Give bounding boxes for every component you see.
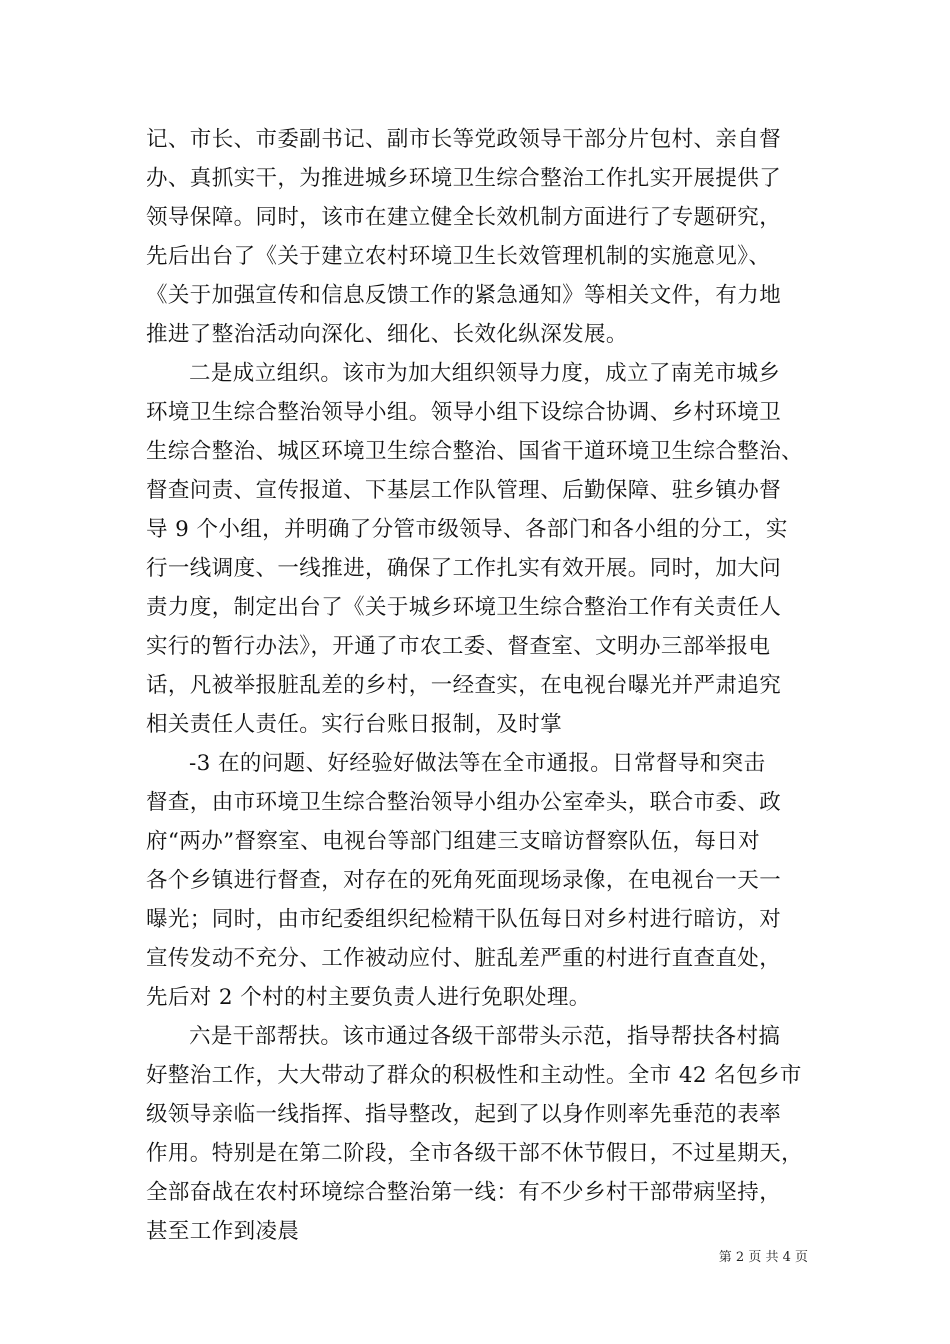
body-text [146,120,814,1251]
page-number-footer: 第 2 页 共 4 页 [718,1250,808,1265]
text-line: 话，凡被举报脏乱差的乡村，一经查实，在电视台曝光并严肃追究 [146,673,782,698]
text-line: 记、市长、市委副书记、副市长等党政领导干部分片包村、亲自督 [146,127,782,152]
text-line: 府“两办”督察室、电视台等部门组建三支暗访督察队伍，每日对 [146,829,761,854]
text-line: 生综合整治、城区环境卫生综合整治、国省干道环境卫生综合整治、 [146,439,804,464]
text-line: 先后对 2 个村的村主要负责人进行免职处理。 [146,985,591,1010]
text-line: 督查，由市环境卫生综合整治领导小组办公室牵头，联合市委、政 [146,790,782,815]
text-line: 曝光；同时，由市纪委组织纪检精干队伍每日对乡村进行暗访，对 [146,907,782,932]
text-line: 宣传发动不充分、工作被动应付、脏乱差严重的村进行直查直处， [146,946,782,971]
text-line: 实行的暂行办法》，开通了市农工委、督查室、文明办三部举报电 [146,634,771,659]
text-line: 责力度，制定出台了《关于城乡环境卫生综合整治工作有关责任人 [146,595,782,620]
text-line: 办、真抓实干，为推进城乡环境卫生综合整治工作扎实开展提供了 [146,166,782,191]
text-line: 督查问责、宣传报道、下基层工作队管理、后勤保障、驻乡镇办督 [146,478,782,503]
text-line: 推进了整治活动向深化、细化、长效化纵深发展。 [146,322,628,347]
text-line: 作用。特别是在第二阶段，全市各级干部不休节假日，不过星期天， [146,1141,804,1166]
text-line: 好整治工作，大大带动了群众的积极性和主动性。全市 42 名包乡市 [146,1063,802,1088]
text-line: 行一线调度、一线推进，确保了工作扎实有效开展。同时，加大问 [146,556,782,581]
text-line: 先后出台了《关于建立农村环境卫生长效管理机制的实施意见》、 [146,244,771,269]
text-line: 《关于加强宣传和信息反馈工作的紧急通知》等相关文件，有力地 [146,283,782,308]
text-line: 各个乡镇进行督查，对存在的死角死面现场录像，在电视台一天一 [146,868,782,893]
text-line: 级领导亲临一线指挥、指导整改，起到了以身作则率先垂范的表率 [146,1102,782,1127]
text-line: 领导保障。同时，该市在建立健全长效机制方面进行了专题研究， [146,205,782,230]
text-line: 甚至工作到凌晨 [146,1219,300,1244]
text-line: 环境卫生综合整治领导小组。领导小组下设综合协调、乡村环境卫 [146,400,782,425]
text-line: 二是成立组织。该市为加大组织领导力度，成立了南羌市城乡 [189,361,781,386]
text-line: 相关责任人责任。实行台账日报制，及时掌 [146,712,563,737]
text-line: 六是干部帮扶。该市通过各级干部带头示范，指导帮扶各村搞 [189,1024,781,1049]
text-line: 导 9 个小组，并明确了分管市级领导、各部门和各小组的分工，实 [146,517,788,542]
text-line: 全部奋战在农村环境综合整治第一线：有不少乡村干部带病坚持， [146,1180,782,1205]
text-line: -3 在的问题、好经验好做法等在全市通报。日常督导和突击 [189,751,766,776]
